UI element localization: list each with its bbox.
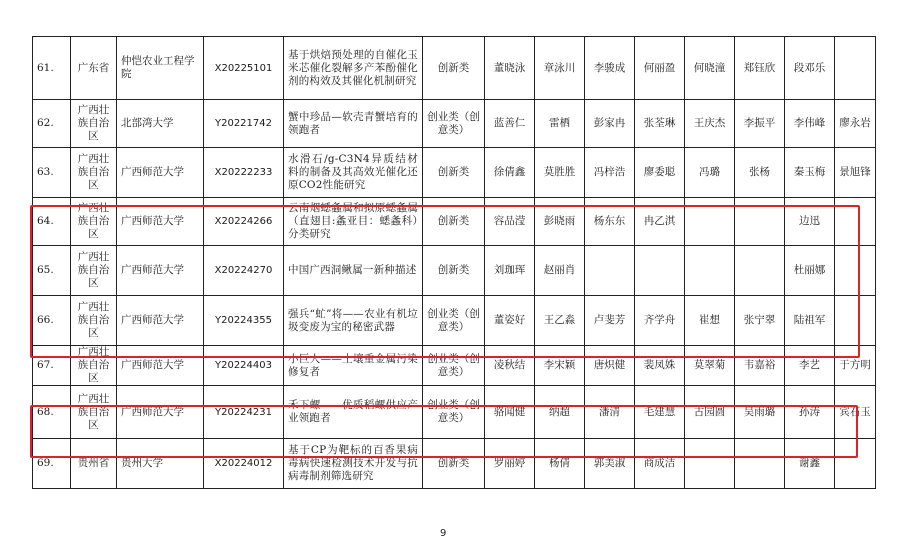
project-name-cell: 基于CP为靶标的百香果病毒病快速检测技术开发与抗病毒制剂筛选研究 xyxy=(284,439,423,489)
member-cell: 彭晓雨 xyxy=(535,198,585,246)
member-cell xyxy=(835,198,876,246)
member-cell: 凌秋结 xyxy=(485,346,535,386)
member-cell xyxy=(685,198,735,246)
member-cell: 潘清 xyxy=(585,386,635,439)
member-cell: 何晓潼 xyxy=(685,37,735,100)
project-name-cell: 小巨人——土壤重金属污染修复者 xyxy=(284,346,423,386)
table-row xyxy=(33,246,876,296)
member-cell: 裴凤姝 xyxy=(635,346,685,386)
member-cell xyxy=(835,37,876,100)
project-type-cell: 创新类 xyxy=(423,439,485,489)
member-cell: 赵丽肖 xyxy=(535,246,585,296)
school-cell: 广西师范大学 xyxy=(117,246,204,296)
project-type-cell: 创业类（创意类） xyxy=(423,100,485,148)
row-number: 67. xyxy=(33,346,71,386)
member-cell: 秦玉梅 xyxy=(785,148,835,198)
member-cell: 莫胜胜 xyxy=(535,148,585,198)
row-number: 69. xyxy=(33,439,71,489)
table-row xyxy=(33,100,876,148)
province-cell: 广西壮族自治区 xyxy=(71,148,117,198)
project-name-cell: 云南烟蟋螽属和拟原蟋螽属（直翅目:螽亚目：蟋螽科）分类研究 xyxy=(284,198,423,246)
member-cell: 于方明 xyxy=(835,346,876,386)
member-cell: 景旭锋 xyxy=(835,148,876,198)
member-cell: 古园圆 xyxy=(685,386,735,439)
member-cell: 蓝善仁 xyxy=(485,100,535,148)
member-cell: 冯梓浩 xyxy=(585,148,635,198)
member-cell: 唐炽健 xyxy=(585,346,635,386)
member-cell: 王乙淼 xyxy=(535,296,585,346)
member-cell xyxy=(835,439,876,489)
member-cell xyxy=(835,246,876,296)
province-cell: 广西壮族自治区 xyxy=(71,386,117,439)
member-cell: 吴雨璐 xyxy=(735,386,785,439)
table-row xyxy=(33,148,876,198)
project-type-cell: 创新类 xyxy=(423,37,485,100)
project-code-cell: Y20224403 xyxy=(204,346,284,386)
project-name-cell: 禾下螺——优质稻螺供应产业领跑者 xyxy=(284,386,423,439)
member-cell: 商成洁 xyxy=(635,439,685,489)
province-cell: 广西壮族自治区 xyxy=(71,100,117,148)
member-cell: 韦嘉裕 xyxy=(735,346,785,386)
project-code-cell: X20224270 xyxy=(204,246,284,296)
member-cell: 彭家冉 xyxy=(585,100,635,148)
project-code-cell: X20224266 xyxy=(204,198,284,246)
member-cell xyxy=(685,246,735,296)
project-code-cell: X20222233 xyxy=(204,148,284,198)
member-cell: 段邓乐 xyxy=(785,37,835,100)
member-cell: 刘珈珲 xyxy=(485,246,535,296)
member-cell: 纳超 xyxy=(535,386,585,439)
project-code-cell: Y20221742 xyxy=(204,100,284,148)
row-number: 61. xyxy=(33,37,71,100)
row-number: 63. xyxy=(33,148,71,198)
member-cell: 杜丽娜 xyxy=(785,246,835,296)
project-type-cell: 创业类（创意类） xyxy=(423,346,485,386)
member-cell xyxy=(635,246,685,296)
project-code-cell: X20225101 xyxy=(204,37,284,100)
project-name-cell: 基于烘焙预处理的自催化玉米芯催化裂解多产苯酚催化剂的构效及其催化机制研究 xyxy=(284,37,423,100)
table-row xyxy=(33,296,876,346)
member-cell: 孙涛 xyxy=(785,386,835,439)
member-cell: 李伟峰 xyxy=(785,100,835,148)
province-cell: 贵州省 xyxy=(71,439,117,489)
page-number: 9 xyxy=(440,528,447,539)
project-type-cell: 创新类 xyxy=(423,246,485,296)
member-cell: 张荃琳 xyxy=(635,100,685,148)
member-cell: 谢鑫 xyxy=(785,439,835,489)
project-code-cell: Y20224355 xyxy=(204,296,284,346)
table-row xyxy=(33,198,876,246)
province-cell: 广西壮族自治区 xyxy=(71,246,117,296)
province-cell: 广西壮族自治区 xyxy=(71,346,117,386)
project-code-cell: X20224012 xyxy=(204,439,284,489)
row-number: 62. xyxy=(33,100,71,148)
school-cell: 贵州大学 xyxy=(117,439,204,489)
project-table xyxy=(32,36,876,489)
school-cell: 仲恺农业工程学院 xyxy=(117,37,204,100)
member-cell: 郑钰欣 xyxy=(735,37,785,100)
table-row xyxy=(33,37,876,100)
member-cell: 张宁翠 xyxy=(735,296,785,346)
project-type-cell: 创新类 xyxy=(423,148,485,198)
member-cell: 骆闻健 xyxy=(485,386,535,439)
member-cell xyxy=(735,198,785,246)
member-cell: 冯璐 xyxy=(685,148,735,198)
project-code-cell: Y20224231 xyxy=(204,386,284,439)
table-row xyxy=(33,439,876,489)
member-cell: 容品滢 xyxy=(485,198,535,246)
member-cell: 郭美淑 xyxy=(585,439,635,489)
member-cell: 李宋颖 xyxy=(535,346,585,386)
province-cell: 广东省 xyxy=(71,37,117,100)
member-cell: 廖永岩 xyxy=(835,100,876,148)
member-cell: 崔想 xyxy=(685,296,735,346)
member-cell xyxy=(585,246,635,296)
province-cell: 广西壮族自治区 xyxy=(71,198,117,246)
school-cell: 广西师范大学 xyxy=(117,346,204,386)
member-cell: 王庆杰 xyxy=(685,100,735,148)
project-name-cell: 中国广西洞鳅属一新种描述 xyxy=(284,246,423,296)
member-cell: 李振平 xyxy=(735,100,785,148)
table-row xyxy=(33,346,876,386)
row-number: 68. xyxy=(33,386,71,439)
member-cell: 边迅 xyxy=(785,198,835,246)
member-cell: 徐倩鑫 xyxy=(485,148,535,198)
project-name-cell: 蟹中珍品—软壳青蟹培育的领跑者 xyxy=(284,100,423,148)
school-cell: 北部湾大学 xyxy=(117,100,204,148)
table-body xyxy=(33,37,876,489)
member-cell: 董晓泳 xyxy=(485,37,535,100)
school-cell: 广西师范大学 xyxy=(117,296,204,346)
school-cell: 广西师范大学 xyxy=(117,198,204,246)
project-name-cell: 水滑石/g-C3N4异质结材料的制备及其高效光催化还原CO2性能研究 xyxy=(284,148,423,198)
member-cell: 章泳川 xyxy=(535,37,585,100)
project-type-cell: 创新类 xyxy=(423,198,485,246)
member-cell xyxy=(735,439,785,489)
member-cell: 何丽盈 xyxy=(635,37,685,100)
member-cell: 李艺 xyxy=(785,346,835,386)
project-type-cell: 创业类（创意类） xyxy=(423,386,485,439)
member-cell: 宾石玉 xyxy=(835,386,876,439)
row-number: 64. xyxy=(33,198,71,246)
member-cell: 卢斐芳 xyxy=(585,296,635,346)
member-cell xyxy=(735,246,785,296)
table-row xyxy=(33,386,876,439)
member-cell: 杨东东 xyxy=(585,198,635,246)
school-cell: 广西师范大学 xyxy=(117,148,204,198)
member-cell xyxy=(835,296,876,346)
member-cell: 陆祖军 xyxy=(785,296,835,346)
project-name-cell: 强兵“虻”将——农业有机垃圾变废为宝的秘密武器 xyxy=(284,296,423,346)
school-cell: 广西师范大学 xyxy=(117,386,204,439)
member-cell: 莫翠菊 xyxy=(685,346,735,386)
member-cell: 李骏成 xyxy=(585,37,635,100)
member-cell: 雷栖 xyxy=(535,100,585,148)
member-cell: 冉乙淇 xyxy=(635,198,685,246)
member-cell: 毛建慧 xyxy=(635,386,685,439)
member-cell xyxy=(685,439,735,489)
member-cell: 张杨 xyxy=(735,148,785,198)
row-number: 65. xyxy=(33,246,71,296)
project-type-cell: 创业类（创意类） xyxy=(423,296,485,346)
member-cell: 廖委聪 xyxy=(635,148,685,198)
member-cell: 董姿好 xyxy=(485,296,535,346)
member-cell: 杨倩 xyxy=(535,439,585,489)
member-cell: 齐学舟 xyxy=(635,296,685,346)
province-cell: 广西壮族自治区 xyxy=(71,296,117,346)
member-cell: 罗丽婷 xyxy=(485,439,535,489)
row-number: 66. xyxy=(33,296,71,346)
